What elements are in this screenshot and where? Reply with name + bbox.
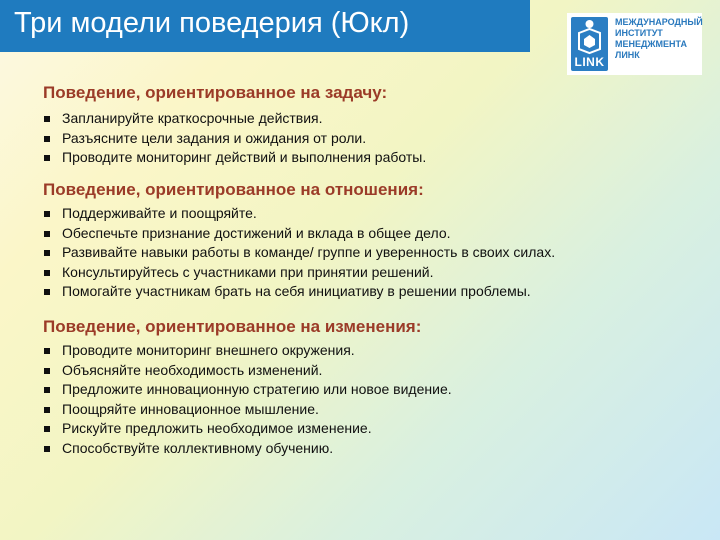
square-bullet-icon xyxy=(44,270,50,276)
list-item-text: Консультируйтесь с участниками при принятии решений. xyxy=(62,263,434,280)
list-item-text: Способствуйте коллективному обучению. xyxy=(62,439,334,456)
list-item-text: Поощряйте инновационное мышление. xyxy=(62,400,319,417)
list-item-text: Обеспечьте признание достижений и вклада в общее дело. xyxy=(62,224,451,241)
square-bullet-icon xyxy=(44,211,50,217)
list-item xyxy=(43,282,555,302)
logo-mark-icon xyxy=(571,17,608,71)
square-bullet-icon xyxy=(44,136,50,142)
logo-brand: LINK xyxy=(574,55,605,69)
logo-line: ИНСТИТУТ xyxy=(615,28,663,38)
list-item-text: Запланируйте краткосрочные действия. xyxy=(62,110,323,126)
section-list-relations xyxy=(43,204,555,302)
list-item xyxy=(43,243,555,263)
square-bullet-icon xyxy=(44,426,50,432)
square-bullet-icon xyxy=(44,250,50,256)
section-list-change xyxy=(43,341,452,458)
logo-text xyxy=(615,17,701,61)
list-item-text: Предложите инновационную стратегию или новое видение. xyxy=(62,381,452,397)
list-item-text: Разъясните цели задания и ожидания от роли. xyxy=(62,129,367,146)
list-item-text: Проводите мониторинг действий и выполнения работы. xyxy=(62,149,427,165)
section-list-task xyxy=(43,109,426,168)
square-bullet-icon xyxy=(44,289,50,295)
list-item xyxy=(43,263,555,283)
list-item xyxy=(43,129,426,149)
square-bullet-icon xyxy=(44,348,50,354)
square-bullet-icon xyxy=(44,155,50,161)
list-item xyxy=(43,361,452,381)
list-item-text: Рискуйте предложить необходимое изменение. xyxy=(62,420,372,436)
list-item xyxy=(43,419,452,439)
section-heading-relations: Поведение, ориентированное на отношения: xyxy=(43,180,424,199)
list-item xyxy=(43,439,452,459)
square-bullet-icon xyxy=(44,446,50,452)
emblem-icon xyxy=(571,17,608,57)
list-item-text: Помогайте участникам брать на себя инициативу в решении проблемы. xyxy=(62,283,531,299)
list-item xyxy=(43,380,452,400)
list-item-text: Развивайте навыки работы в команде/ группе и уверенность в своих силах. xyxy=(62,244,556,260)
list-item xyxy=(43,204,555,224)
list-item xyxy=(43,109,426,129)
logo-line: МЕНЕДЖМЕНТА xyxy=(615,39,687,49)
list-item xyxy=(43,224,555,244)
list-item xyxy=(43,400,452,420)
list-item xyxy=(43,341,452,361)
slide-title: Три модели поведерия (Юкл) xyxy=(14,7,410,39)
logo-line: ЛИНК xyxy=(615,50,640,60)
square-bullet-icon xyxy=(44,116,50,122)
list-item-text: Объясняйте необходимость изменений. xyxy=(62,361,323,378)
square-bullet-icon xyxy=(44,231,50,237)
section-heading-change: Поведение, ориентированное на изменения: xyxy=(43,317,422,336)
square-bullet-icon xyxy=(44,407,50,413)
logo xyxy=(567,13,702,75)
logo-line: МЕЖДУНАРОДНЫЙ xyxy=(615,17,703,27)
section-heading-task: Поведение, ориентированное на задачу: xyxy=(43,83,388,102)
list-item xyxy=(43,148,426,168)
list-item-text: Проводите мониторинг внешнего окружения. xyxy=(62,342,355,358)
square-bullet-icon xyxy=(44,368,50,374)
title-bar xyxy=(0,0,530,52)
list-item-text: Поддерживайте и поощряйте. xyxy=(62,205,257,221)
square-bullet-icon xyxy=(44,387,50,393)
